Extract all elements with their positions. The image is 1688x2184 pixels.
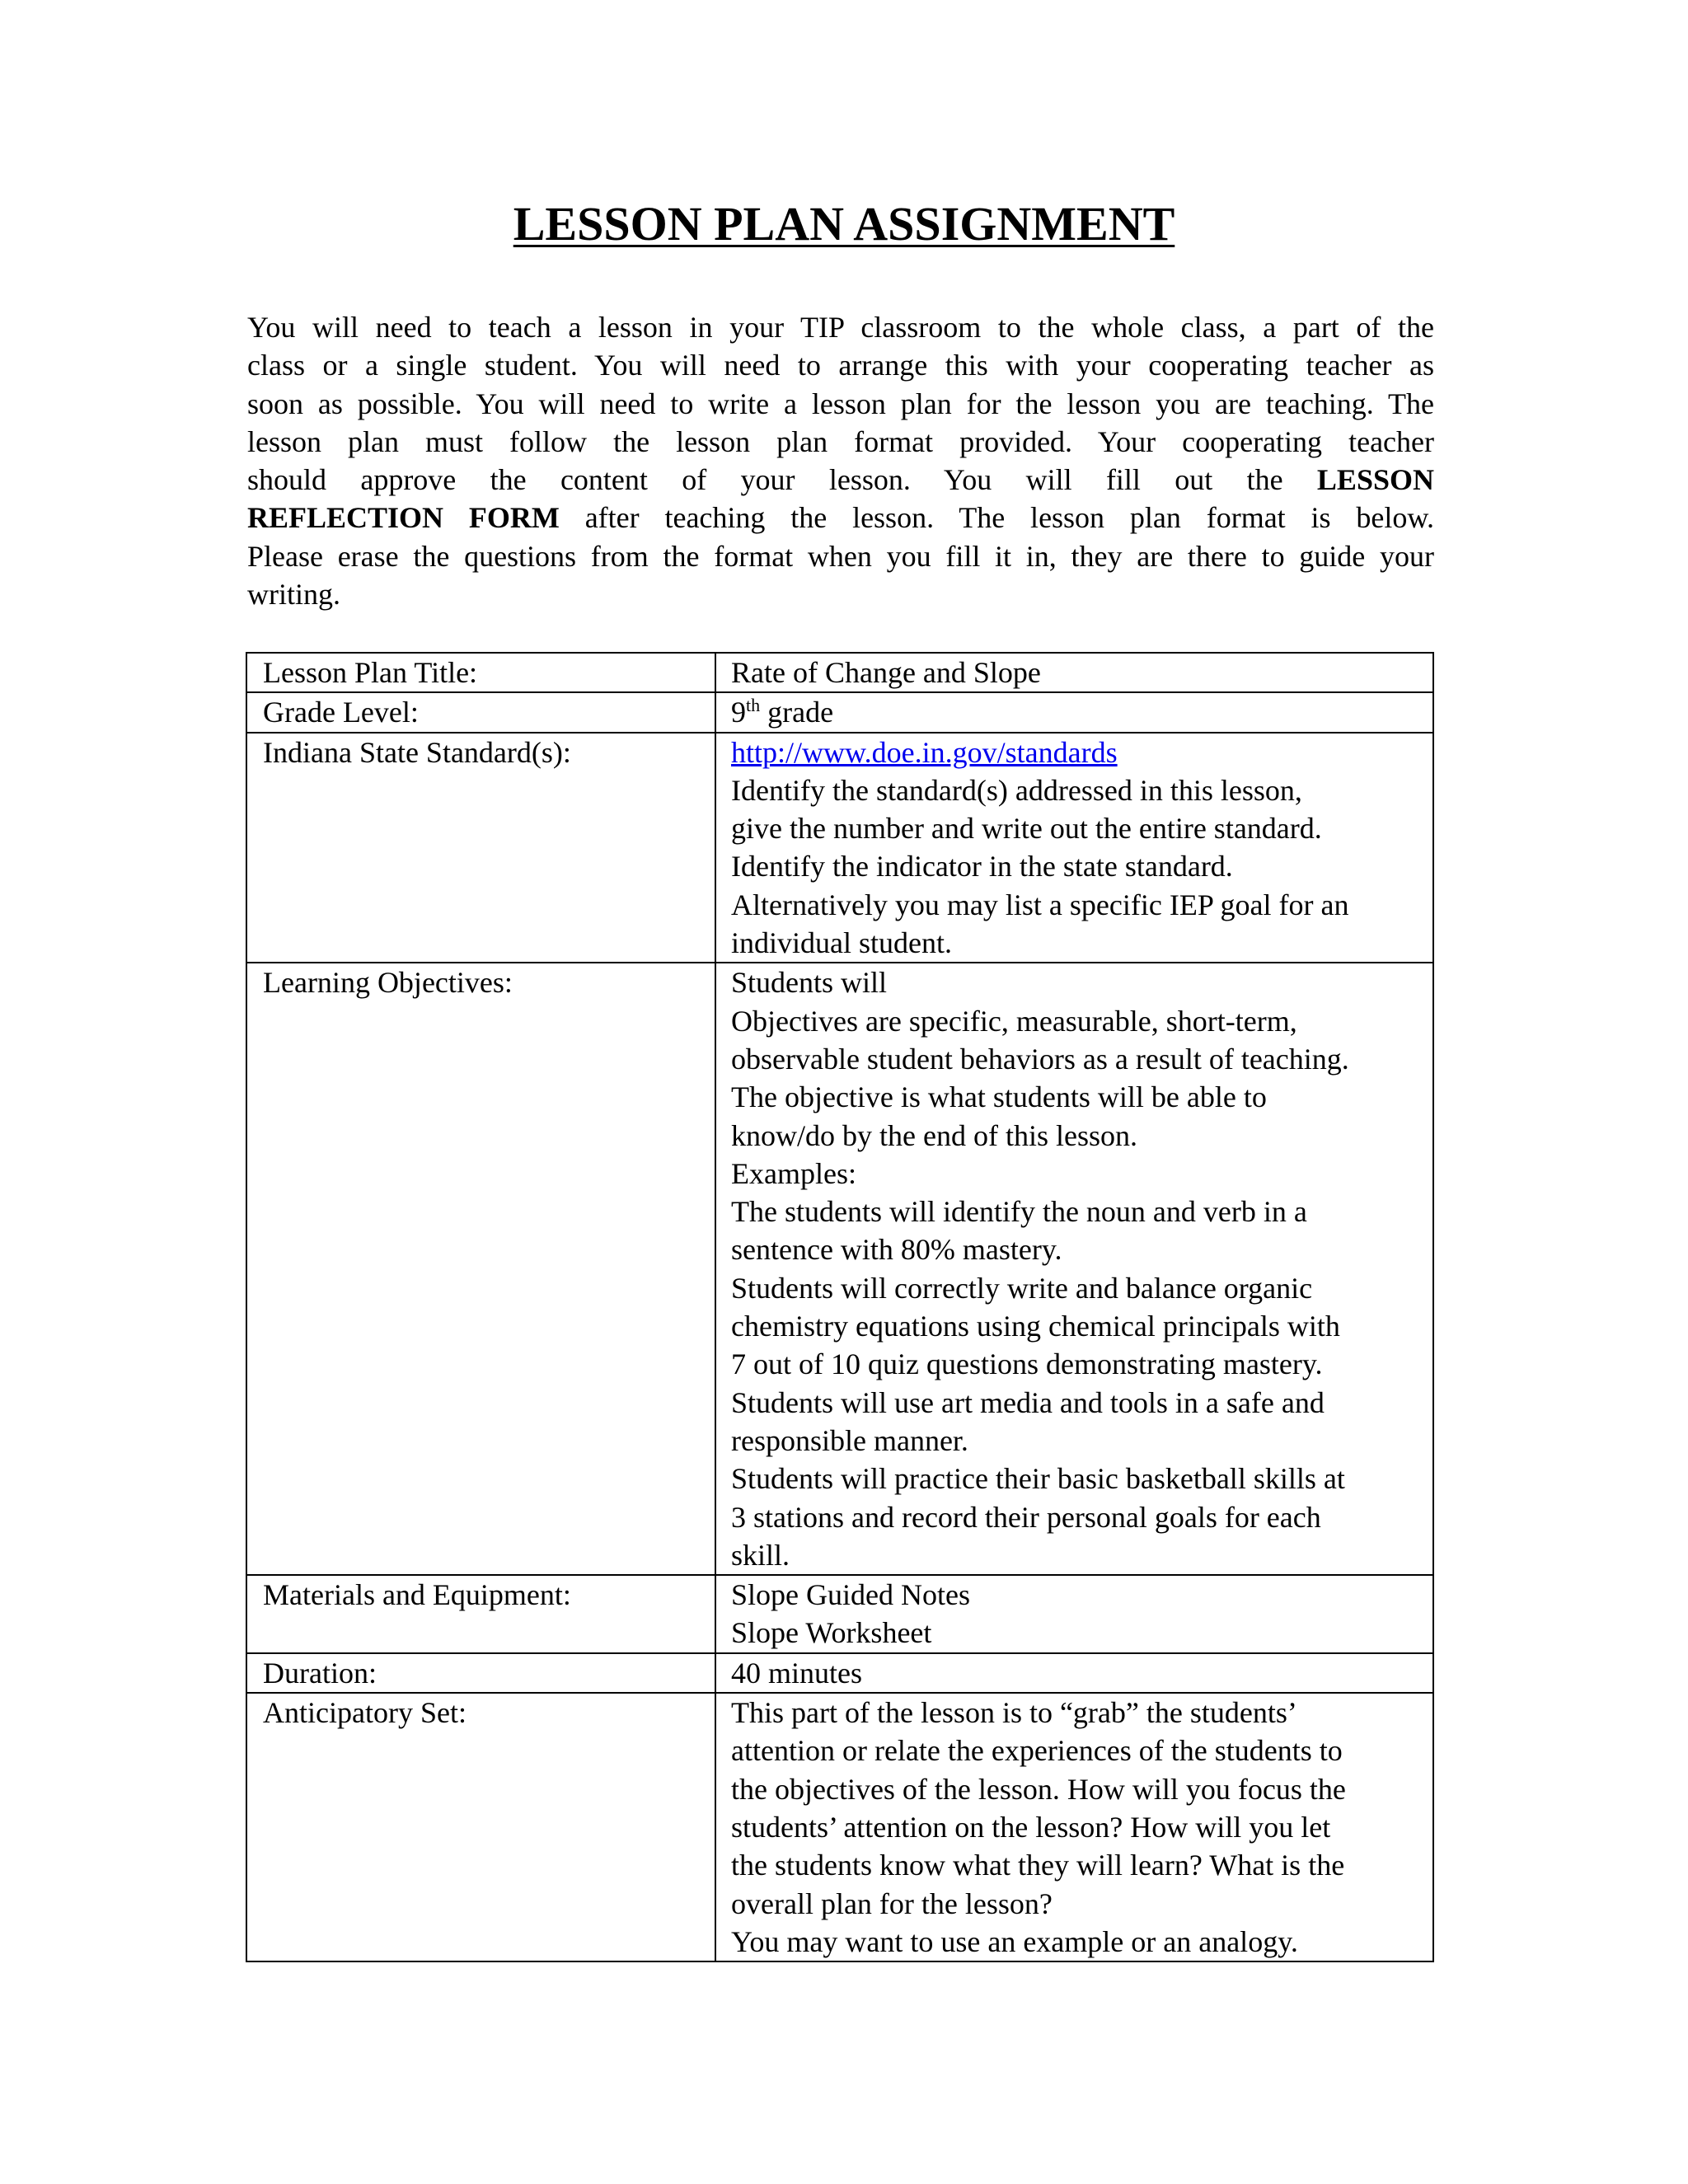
intro-line — [247, 575, 1434, 613]
row-label: Duration: — [246, 1653, 715, 1693]
grade-number: 9 — [731, 696, 746, 729]
intro-line — [247, 385, 1434, 423]
value-line: Slope Guided Notes — [731, 1578, 970, 1612]
intro-paragraph — [247, 308, 1434, 613]
value-line: overall plan for the lesson? — [731, 1886, 1053, 1920]
page-title: LESSON PLAN ASSIGNMENT — [513, 197, 1175, 251]
intro-text: should approve the content of your lesson. You will fill out the — [247, 463, 1317, 497]
intro-line — [247, 499, 1434, 537]
grade-value — [731, 693, 1421, 731]
value-line: 3 stations and record their personal goals for each — [731, 1500, 1321, 1534]
value-line: give the number and write out the entire standard. — [731, 812, 1322, 846]
row-value — [715, 653, 1433, 692]
value-line: Objectives are specific, measurable, short-term, — [731, 1004, 1297, 1038]
value-line: You may want to use an example or an analogy. — [731, 1924, 1298, 1958]
value-line: Rate of Change and Slope — [731, 656, 1041, 689]
row-label: Learning Objectives: — [246, 963, 715, 1575]
value-line: Identify the standard(s) addressed in this lesson, — [731, 773, 1302, 807]
value-line: observable student behaviors as a result of teaching. — [731, 1042, 1349, 1076]
value-line: chemistry equations using chemical principals with — [731, 1310, 1340, 1343]
value-line: Slope Worksheet — [731, 1616, 932, 1650]
value-line: skill. — [731, 1538, 790, 1572]
row-value — [715, 963, 1433, 1575]
value-line: Students will correctly write and balance organic — [731, 1271, 1313, 1305]
table-row — [246, 733, 1433, 963]
intro-text: soon as possible. You will need to write a lesson plan for the lesson you are teaching. The — [247, 387, 1434, 420]
row-label: Grade Level: — [246, 692, 715, 732]
value-line: Students will — [731, 966, 888, 1000]
row-label: Lesson Plan Title: — [246, 653, 715, 692]
intro-text: You will need to teach a lesson in your TIP classroom to the whole class, a part of the — [247, 311, 1434, 344]
table-row — [246, 653, 1433, 692]
value-line: 40 minutes — [731, 1656, 862, 1690]
ordinal-suffix: th — [746, 695, 761, 716]
value-line: Examples: — [731, 1156, 856, 1190]
intro-text: after teaching the lesson. The lesson plan format is below. — [559, 501, 1435, 535]
intro-line — [247, 461, 1434, 499]
lesson-plan-table — [246, 652, 1434, 1962]
row-label: Materials and Equipment: — [246, 1575, 715, 1653]
row-value — [715, 692, 1433, 732]
row-label: Anticipatory Set: — [246, 1693, 715, 1961]
value-line: the students know what they will learn? What is the — [731, 1849, 1345, 1882]
row-value — [715, 1653, 1433, 1693]
table-row — [246, 963, 1433, 1575]
value-line: sentence with 80% mastery. — [731, 1233, 1062, 1267]
row-value — [715, 1575, 1433, 1653]
grade-word: grade — [760, 696, 834, 729]
value-line: Identify the indicator in the state standard. — [731, 850, 1233, 883]
value-line: attention or relate the experiences of the students to — [731, 1734, 1343, 1768]
table-row — [246, 1693, 1433, 1961]
value-line: The objective is what students will be able to — [731, 1080, 1267, 1114]
value-line: 7 out of 10 quiz questions demonstrating mastery. — [731, 1347, 1323, 1381]
value-line: individual student. — [731, 926, 952, 960]
intro-line — [247, 308, 1434, 346]
intro-line — [247, 423, 1434, 461]
row-value — [715, 733, 1433, 963]
intro-text: writing. — [247, 578, 340, 612]
row-label: Indiana State Standard(s): — [246, 733, 715, 963]
table-row — [246, 1575, 1433, 1653]
intro-text: lesson plan must follow the lesson plan format provided. Your cooperating teacher — [247, 424, 1434, 458]
value-line: Students will practice their basic basketball skills at — [731, 1462, 1345, 1496]
intro-bold-text: LESSON — [1316, 463, 1434, 497]
value-line: This part of the lesson is to “grab” the students’ — [731, 1696, 1297, 1730]
row-value — [715, 1693, 1433, 1961]
table-row — [246, 692, 1433, 732]
table-row — [246, 1653, 1433, 1693]
standards-link[interactable]: http://www.doe.in.gov/standards — [731, 735, 1118, 769]
value-line: know/do by the end of this lesson. — [731, 1118, 1137, 1152]
standards-link-line — [731, 733, 1421, 771]
value-line: responsible manner. — [731, 1423, 968, 1457]
intro-text: class or a single student. You will need to arrange this with your cooperating teacher as — [247, 349, 1434, 382]
value-line: Students will use art media and tools in a safe and — [731, 1385, 1325, 1419]
intro-line — [247, 537, 1434, 575]
value-line: Alternatively you may list a specific IEP goal for an — [731, 888, 1349, 921]
value-line: The students will identify the noun and verb in a — [731, 1195, 1307, 1229]
intro-line — [247, 346, 1434, 384]
value-line: the objectives of the lesson. How will you focus the — [731, 1772, 1346, 1806]
intro-text: Please erase the questions from the format when you fill it in, they are there to guide your — [247, 539, 1434, 573]
value-line: students’ attention on the lesson? How will you let — [731, 1810, 1331, 1844]
intro-bold-text: REFLECTION FORM — [247, 501, 560, 535]
